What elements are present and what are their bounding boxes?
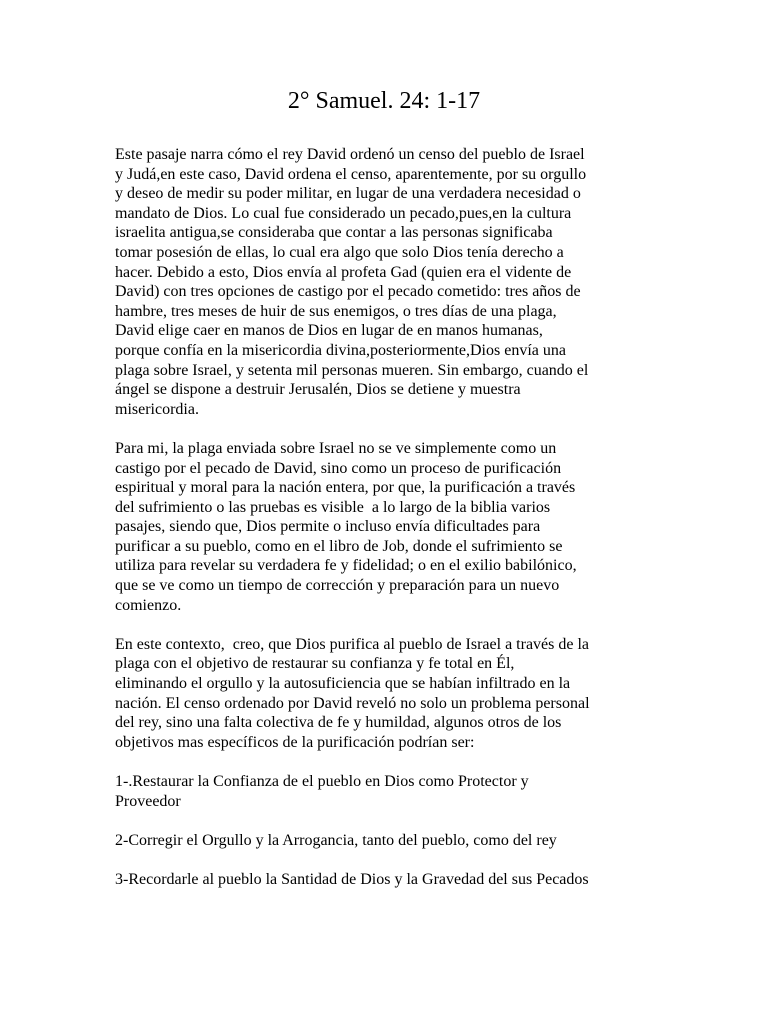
paragraph-line: comienzo. [115,596,182,614]
paragraph-line: del rey, sino una falta colectiva de fe y humildad, algunos otros de los [115,714,562,732]
paragraph-1 [115,145,655,419]
paragraph-line: ángel se dispone a destruir Jerusalén, Dios se detiene y muestra [115,381,521,399]
list-item-line: 1-.Restaurar la Confianza de el pueblo en Dios como Protector y [115,773,529,790]
paragraph-2 [115,439,655,615]
paragraph-spacer [115,811,655,831]
paragraph-line: David elige caer en manos de Dios en lugar de en manos humanas, [115,322,543,340]
paragraph-line: Este pasaje narra cómo el rey David ordenó un censo del pueblo de Israel [115,146,585,163]
paragraph-line: mandato de Dios. Lo cual fue considerado un pecado,pues,en la cultura [115,204,572,222]
paragraph-line: y Judá,en este caso, David ordena el censo, aparentemente, por su orgullo [115,165,587,183]
paragraph-spacer [115,419,655,439]
paragraph-line: hambre, tres meses de huir de sus enemigos, o tres días de una plaga, [115,302,557,320]
paragraph-line: pasajes, siendo que, Dios permite o incluso envía dificultades para [115,518,541,536]
paragraph-line: hacer. Debido a esto, Dios envía al profeta Gad (quien era el vidente de [115,263,572,281]
list-item-3 [115,870,655,890]
list-item-line: 3-Recordarle al pueblo la Santidad de Dios y la Gravedad del sus Pecados [115,870,589,888]
paragraph-line: purificar a su pueblo, como en el libro de Job, donde el sufrimiento se [115,537,563,555]
list-item-line: 2-Corregir el Orgullo y la Arrogancia, tanto del pueblo, como del rey [115,831,557,849]
paragraph-spacer [115,752,655,772]
paragraph-line: Para mi, la plaga enviada sobre Israel no se ve simplemente como un [115,439,557,457]
document-body [115,145,655,890]
paragraph-line: nación. El censo ordenado por David reveló no solo un problema personal [115,694,590,712]
paragraph-line: espiritual y moral para la nación entera, por que, la purificación a través [115,479,576,497]
paragraph-line: israelita antigua,se consideraba que contar a las personas significaba [115,224,553,242]
paragraph-spacer [115,850,655,870]
paragraph-line: misericordia. [115,400,199,418]
paragraph-line: castigo por el pecado de David, sino como un proceso de purificación [115,459,562,477]
paragraph-line: porque confía en la misericordia divina,posteriormente,Dios envía una [115,341,566,359]
paragraph-spacer [115,615,655,635]
list-item-2 [115,831,655,851]
paragraph-line: plaga con el objetivo de restaurar su confianza y fe total en Él, [115,655,515,673]
paragraph-line: del sufrimiento o las pruebas es visible a lo largo de la biblia varios [115,498,551,516]
paragraph-3 [115,635,655,753]
paragraph-line: plaga sobre Israel, y setenta mil personas mueren. Sin embargo, cuando el [115,361,589,379]
list-item-1 [115,772,655,811]
paragraph-line: eliminando el orgullo y la autosuficiencia que se habían infiltrado en la [115,675,571,693]
paragraph-line: que se ve como un tiempo de corrección y preparación para un nuevo [115,577,560,595]
list-item-line: Proveedor [115,792,181,810]
paragraph-line: y deseo de medir su poder militar, en lugar de una verdadera necesidad o [115,185,581,203]
document-title: 2° Samuel. 24: 1-17 [287,88,481,114]
paragraph-line: tomar posesión de ellas, lo cual era algo que solo Dios tenía derecho a [115,243,564,261]
paragraph-line: utiliza para revelar su verdadera fe y fidelidad; o en el exilio babilónico, [115,557,577,575]
paragraph-line: objetivos mas específicos de la purificación podrían ser: [115,733,475,751]
paragraph-line: En este contexto, creo, que Dios purifica al pueblo de Israel a través de la [115,635,590,653]
paragraph-line: David) con tres opciones de castigo por el pecado cometido: tres años de [115,283,581,301]
